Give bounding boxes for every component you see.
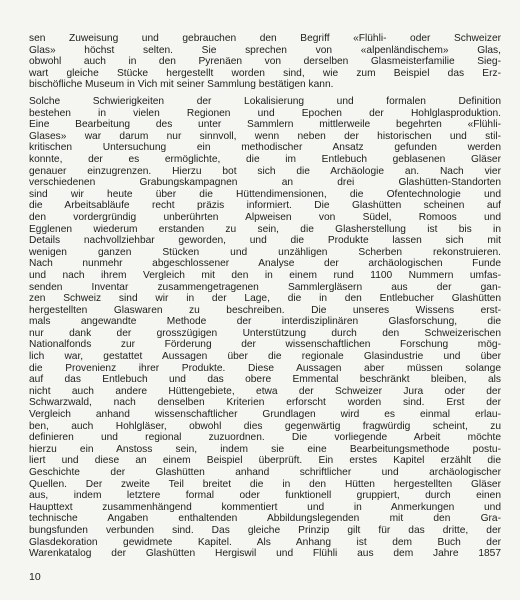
- text-line: Solche Schwierigkeiten der Lokalisierung und formalen Definition: [29, 96, 501, 107]
- text-line: sind wir heute über die Hüttendimensionen, die Ofentechnologie und: [29, 188, 501, 200]
- text-line: bestehen in vielen Regionen und Epochen der Hohlglasproduktion.: [29, 107, 501, 119]
- text-line: den vordergründig unberührten Alpweisen von Südel, Romoos und: [29, 211, 501, 223]
- text-line: bungsfunden verbunden sind. Das gleiche Prinzip gilt für das dritte, der: [29, 524, 501, 536]
- text-line: auf das Entlebuch und das obere Emmental beschränkt bleiben, als: [29, 374, 501, 386]
- text-line: Geschichte der Glashütten anhand schriftlicher und archäologischer: [29, 467, 501, 478]
- text-line: Eine Bearbeitung des unter Sammlern mittlerweile begehrten «Flühli-: [29, 119, 501, 131]
- text-line: lich war, gestattet Aussagen über die regionale Glasindustrie und über: [29, 351, 501, 363]
- text-line: Haupttext zusammenhängend kommentiert und in Anmerkungen und: [29, 501, 501, 513]
- text-line: Glasdekoration gewidmete Kapitel. Als Anhang ist dem Buch der: [29, 536, 501, 548]
- text-line: ben, auch Hohlgläser, obwohl dies gegenwärtig fragwürdig scheint, zu: [29, 420, 501, 432]
- text-line: Details nachvollziehbar geworden, und die Produkte lassen sich mit: [29, 235, 501, 247]
- text-line: bischöfliche Museum in Vich mit seiner Sammlung bestätigen kann.: [29, 79, 334, 91]
- text-line: konnte, der es ermöglichte, die im Entlebuch geblasenen Gläser: [29, 153, 501, 165]
- text-line: mals angewandte Methode der interdisziplinären Glasforschung, die: [29, 316, 501, 328]
- paragraph-2: [29, 96, 501, 560]
- text-line: Glases» war darum nur sinnvoll, wenn neben der historischen und stil-: [29, 130, 501, 142]
- text-line: hergestellten Glaswaren zu beschreiben. Die unseres Wissens erst-: [29, 304, 501, 316]
- paragraph-1: [29, 33, 501, 91]
- text-line: Quellen. Der zweite Teil breitet die in den Hütten hergestellten Gläser: [29, 478, 501, 490]
- text-line: hierzu ein Anstoss sein, indem sie eine Bearbeitungsmethode postu-: [29, 443, 501, 455]
- text-line: Egglenen wiederum erstanden zu sein, die Glasherstellung ist bis in: [29, 223, 501, 235]
- text-line: verschiedenen Grabungskampagnen an drei Glashütten-Standorten: [29, 177, 501, 189]
- text-line: Vergleich anhand wissenschaftlicher Grundlagen wird es einmal erlau-: [29, 409, 501, 421]
- text-line: technische Angaben enthaltenden Abbildungslegenden mit den Gra-: [29, 513, 501, 525]
- text-line: Nach nunmehr abgeschlossener Analyse der archäologischen Funde: [29, 258, 501, 270]
- text-line: sen Zuweisung und gebrauchen den Begriff «Flühli- oder Schweizer: [29, 33, 501, 44]
- text-line: Nationalfonds zur Förderung der wissenschaftlichen Forschung mög-: [29, 339, 501, 351]
- text-line: senden Inventar zusammengetragenen Sammlergläsern aus der gan-: [29, 281, 501, 293]
- text-line: Warenkatalog der Glashütten Hergiswil und Flühli aus dem Jahre 1857: [29, 548, 501, 560]
- text-line: die Provenienz ihrer Produkte. Diese Aussagen aber müssen solange: [29, 362, 501, 374]
- text-line: Schwarzwald, nach denselben Kriterien erforscht worden sind. Erst der: [29, 397, 501, 409]
- text-line: die Arbeitsabläufe recht präzis informiert. Die Glashütten scheinen auf: [29, 200, 501, 212]
- text-line: liert und diese an einem Beispiel überprüft. Ein erstes Kapitel erzählt die: [29, 455, 501, 467]
- text-line: kritischen Untersuchung ein methodischer Ansatz gefunden werden: [29, 142, 501, 154]
- text-line: nur dank der grosszügigen Unterstützung durch den Schweizerischen: [29, 327, 501, 339]
- text-line: definieren und regional zuzuordnen. Die vorliegende Arbeit möchte: [29, 432, 501, 444]
- text-line: und nach ihrem Vergleich mit den in einem rund 1100 Nummern umfas-: [29, 269, 501, 281]
- text-line: aus, indem letztere formal oder funktionell gruppiert, durch einen: [29, 490, 501, 502]
- text-line: genauer einzugrenzen. Hierzu bot sich die Archäologie an. Nach vier: [29, 165, 501, 177]
- text-line: wenigen ganzen Stücken und unzähligen Scherben rekonstruieren.: [29, 246, 501, 258]
- text-line: Glas» höchst selten. Sie sprechen von «alpenländischem» Glas,: [29, 44, 501, 56]
- page-number: 10: [29, 571, 41, 583]
- text-line: nicht auch andere Hüttengebiete, etwa der Schweizer Jura oder der: [29, 385, 501, 397]
- text-line: wart gleiche Stücke hergestellt worden sind, wie zum Beispiel das Erz-: [29, 67, 501, 79]
- text-line: obwohl auch in den Pyrenäen von derselben Glasmeisterfamilie Sieg-: [29, 56, 501, 68]
- text-line: zen Schweiz sind wir in der Lage, die in den Entlebucher Glashütten: [29, 293, 501, 305]
